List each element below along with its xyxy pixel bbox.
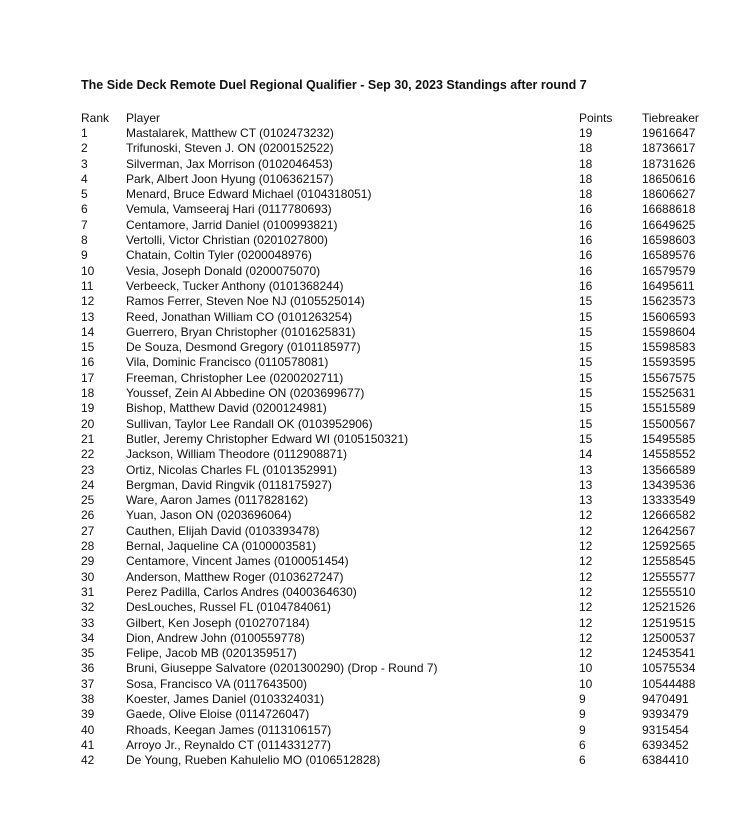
player-cell: Koester, James Daniel (0103324031) (126, 691, 325, 706)
table-row (81, 738, 721, 753)
player-cell: Cauthen, Elijah David (0103393478) (126, 523, 320, 538)
player-cell: Youssef, Zein Al Abbedine ON (0203699677) (126, 386, 365, 401)
points-cell: 6 (579, 737, 586, 752)
player-cell: Rhoads, Keegan James (0113106157) (126, 722, 332, 737)
player-cell: Vertolli, Victor Christian (0201027800) (126, 233, 328, 248)
tiebreaker-cell: 9315454 (642, 722, 689, 737)
rank-cell: 18 (81, 386, 95, 401)
rank-cell: 17 (81, 370, 95, 385)
points-cell: 15 (579, 401, 593, 416)
tiebreaker-cell: 16649625 (642, 217, 696, 232)
points-cell: 12 (579, 646, 593, 661)
player-cell: Guerrero, Bryan Christopher (0101625831) (126, 324, 356, 339)
table-row (81, 463, 721, 478)
rank-cell: 30 (81, 569, 95, 584)
tiebreaker-cell: 6384410 (642, 753, 689, 768)
points-cell: 18 (579, 187, 593, 202)
points-cell: 16 (579, 248, 593, 263)
rank-cell: 28 (81, 539, 95, 554)
points-cell: 12 (579, 584, 593, 599)
player-cell: Reed, Jonathan William CO (0101263254) (126, 309, 353, 324)
player-cell: Bergman, David Ringvik (0118175927) (126, 477, 332, 492)
table-row (81, 677, 721, 692)
points-cell: 12 (579, 508, 593, 523)
table-row (81, 172, 721, 187)
table-row (81, 570, 721, 585)
player-cell: Trifunoski, Steven J. ON (0200152522) (126, 141, 334, 156)
points-cell: 15 (579, 340, 593, 355)
points-cell: 18 (579, 141, 593, 156)
rank-cell: 32 (81, 600, 95, 615)
rank-cell: 9 (81, 248, 88, 263)
points-cell: 14 (579, 447, 593, 462)
table-body (81, 126, 721, 768)
table-row (81, 371, 721, 386)
tiebreaker-cell: 18736617 (642, 141, 696, 156)
tiebreaker-cell: 12555577 (642, 569, 696, 584)
player-cell: Vesia, Joseph Donald (0200075070) (126, 263, 321, 278)
player-cell: Vemula, Vamseeraj Hari (0117780693) (126, 202, 332, 217)
column-header-tiebreaker: Tiebreaker (642, 111, 699, 125)
player-cell: Menard, Bruce Edward Michael (0104318051) (126, 187, 372, 202)
player-cell: Vila, Dominic Francisco (0110578081) (126, 355, 329, 370)
player-cell: Felipe, Jacob MB (0201359517) (126, 646, 297, 661)
player-cell: Sullivan, Taylor Lee Randall OK (0103952906) (126, 416, 373, 431)
tiebreaker-cell: 18650616 (642, 171, 696, 186)
rank-cell: 37 (81, 676, 95, 691)
points-cell: 12 (579, 539, 593, 554)
player-cell: Centamore, Vincent James (0100051454) (126, 554, 349, 569)
points-cell: 15 (579, 324, 593, 339)
rank-cell: 22 (81, 447, 95, 462)
table-row (81, 539, 721, 554)
points-cell: 15 (579, 294, 593, 309)
table-row (81, 753, 721, 768)
table-row (81, 585, 721, 600)
tiebreaker-cell: 15598604 (642, 324, 696, 339)
player-cell: De Souza, Desmond Gregory (0101185977) (126, 340, 361, 355)
player-cell: DesLouches, Russel FL (0104784061) (126, 600, 332, 615)
player-cell: Freeman, Christopher Lee (0200202711) (126, 370, 344, 385)
points-cell: 15 (579, 386, 593, 401)
table-row (81, 233, 721, 248)
points-cell: 16 (579, 278, 593, 293)
table-row (81, 310, 721, 325)
table-row (81, 294, 721, 309)
rank-cell: 25 (81, 493, 95, 508)
table-row (81, 187, 721, 202)
tiebreaker-cell: 10575534 (642, 661, 696, 676)
rank-cell: 7 (81, 217, 88, 232)
column-header-points: Points (579, 111, 613, 125)
table-row (81, 417, 721, 432)
tiebreaker-cell: 16589576 (642, 248, 696, 263)
player-cell: Dion, Andrew John (0100559778) (126, 630, 305, 645)
player-cell: De Young, Rueben Kahulelio MO (0106512828) (126, 753, 381, 768)
table-row (81, 692, 721, 707)
player-cell: Anderson, Matthew Roger (0103627247) (126, 569, 344, 584)
rank-cell: 8 (81, 233, 88, 248)
points-cell: 12 (579, 554, 593, 569)
player-cell: Bernal, Jaqueline CA (0100003581) (126, 539, 317, 554)
table-row (81, 493, 721, 508)
table-row (81, 126, 721, 141)
player-cell: Jackson, William Theodore (0112908871) (126, 447, 348, 462)
rank-cell: 14 (81, 324, 95, 339)
table-row (81, 141, 721, 156)
table-row (81, 218, 721, 233)
tiebreaker-cell: 10544488 (642, 676, 696, 691)
rank-cell: 29 (81, 554, 95, 569)
tiebreaker-cell: 12558545 (642, 554, 696, 569)
rank-cell: 10 (81, 263, 95, 278)
tiebreaker-cell: 15623573 (642, 294, 696, 309)
tiebreaker-cell: 12642567 (642, 523, 696, 538)
table-row (81, 264, 721, 279)
table-row (81, 616, 721, 631)
tiebreaker-cell: 16598603 (642, 233, 696, 248)
points-cell: 18 (579, 156, 593, 171)
table-row (81, 340, 721, 355)
rank-cell: 35 (81, 646, 95, 661)
player-cell: Sosa, Francisco VA (0117643500) (126, 676, 307, 691)
player-cell: Gaede, Olive Eloise (0114726047) (126, 707, 310, 722)
points-cell: 12 (579, 630, 593, 645)
player-cell: Arroyo Jr., Reynaldo CT (0114331277) (126, 737, 332, 752)
points-cell: 18 (579, 171, 593, 186)
rank-cell: 23 (81, 462, 95, 477)
tiebreaker-cell: 16579579 (642, 263, 696, 278)
player-cell: Yuan, Jason ON (0203696064) (126, 508, 292, 523)
rank-cell: 3 (81, 156, 88, 171)
tiebreaker-cell: 15593595 (642, 355, 696, 370)
rank-cell: 41 (81, 737, 95, 752)
player-cell: Ware, Aaron James (0117828162) (126, 493, 309, 508)
table-row (81, 157, 721, 172)
standings-table (81, 110, 721, 768)
points-cell: 13 (579, 477, 593, 492)
tiebreaker-cell: 12666582 (642, 508, 696, 523)
table-row (81, 478, 721, 493)
tiebreaker-cell: 12555510 (642, 584, 696, 599)
points-cell: 16 (579, 233, 593, 248)
tiebreaker-cell: 12519515 (642, 615, 696, 630)
tiebreaker-cell: 13439536 (642, 477, 696, 492)
points-cell: 9 (579, 722, 586, 737)
table-row (81, 707, 721, 722)
rank-cell: 26 (81, 508, 95, 523)
points-cell: 15 (579, 309, 593, 324)
points-cell: 13 (579, 493, 593, 508)
tiebreaker-cell: 18731626 (642, 156, 696, 171)
tiebreaker-cell: 12592565 (642, 539, 696, 554)
tiebreaker-cell: 15598583 (642, 340, 696, 355)
player-cell: Bruni, Giuseppe Salvatore (0201300290) (Drop - Round 7) (126, 661, 438, 676)
rank-cell: 13 (81, 309, 95, 324)
tiebreaker-cell: 14558552 (642, 447, 696, 462)
rank-cell: 6 (81, 202, 88, 217)
player-cell: Ramos Ferrer, Steven Noe NJ (0105525014) (126, 294, 365, 309)
column-header-player: Player (126, 111, 161, 125)
tiebreaker-cell: 19616647 (642, 126, 696, 140)
points-cell: 10 (579, 676, 593, 691)
points-cell: 12 (579, 600, 593, 615)
table-row (81, 355, 721, 370)
rank-cell: 31 (81, 584, 95, 599)
rank-cell: 16 (81, 355, 95, 370)
tiebreaker-cell: 15567575 (642, 370, 696, 385)
player-cell: Verbeeck, Tucker Anthony (0101368244) (126, 278, 344, 293)
rank-cell: 33 (81, 615, 95, 630)
player-cell: Gilbert, Ken Joseph (0102707184) (126, 615, 310, 630)
player-cell: Centamore, Jarrid Daniel (0100993821) (126, 217, 338, 232)
points-cell: 6 (579, 753, 586, 768)
player-cell: Park, Albert Joon Hyung (0106362157) (126, 171, 334, 186)
rank-cell: 39 (81, 707, 95, 722)
tiebreaker-cell: 9393479 (642, 707, 689, 722)
rank-cell: 24 (81, 477, 95, 492)
tiebreaker-cell: 6393452 (642, 737, 689, 752)
rank-cell: 40 (81, 722, 95, 737)
rank-cell: 42 (81, 753, 95, 768)
tiebreaker-cell: 15495585 (642, 431, 696, 446)
points-cell: 19 (579, 126, 593, 140)
points-cell: 12 (579, 523, 593, 538)
table-row (81, 524, 721, 539)
rank-cell: 36 (81, 661, 95, 676)
points-cell: 15 (579, 431, 593, 446)
rank-cell: 4 (81, 171, 88, 186)
points-cell: 15 (579, 370, 593, 385)
tiebreaker-cell: 15515589 (642, 401, 696, 416)
table-row (81, 447, 721, 462)
tiebreaker-cell: 12500537 (642, 630, 696, 645)
points-cell: 16 (579, 217, 593, 232)
rank-cell: 15 (81, 340, 95, 355)
tiebreaker-cell: 13333549 (642, 493, 696, 508)
player-cell: Chatain, Coltin Tyler (0200048976) (126, 248, 312, 263)
tiebreaker-cell: 16495611 (642, 278, 695, 293)
tiebreaker-cell: 9470491 (642, 691, 689, 706)
table-row (81, 401, 721, 416)
points-cell: 12 (579, 569, 593, 584)
table-row (81, 723, 721, 738)
page-title: The Side Deck Remote Duel Regional Qualifier - Sep 30, 2023 Standings after round 7 (81, 78, 587, 92)
table-row (81, 386, 721, 401)
points-cell: 13 (579, 462, 593, 477)
rank-cell: 11 (81, 278, 94, 293)
table-row (81, 508, 721, 523)
table-row (81, 646, 721, 661)
table-row (81, 279, 721, 294)
tiebreaker-cell: 15500567 (642, 416, 696, 431)
table-row (81, 202, 721, 217)
rank-cell: 5 (81, 187, 88, 202)
table-row (81, 325, 721, 340)
table-row (81, 600, 721, 615)
rank-cell: 1 (81, 126, 88, 140)
points-cell: 16 (579, 202, 593, 217)
points-cell: 16 (579, 263, 593, 278)
points-cell: 12 (579, 615, 593, 630)
tiebreaker-cell: 13566589 (642, 462, 696, 477)
table-row (81, 554, 721, 569)
rank-cell: 2 (81, 141, 88, 156)
rank-cell: 38 (81, 691, 95, 706)
points-cell: 9 (579, 707, 586, 722)
points-cell: 10 (579, 661, 593, 676)
tiebreaker-cell: 15606593 (642, 309, 696, 324)
tiebreaker-cell: 16688618 (642, 202, 696, 217)
table-header (81, 110, 721, 126)
player-cell: Ortiz, Nicolas Charles FL (0101352991) (126, 462, 337, 477)
points-cell: 15 (579, 416, 593, 431)
player-cell: Perez Padilla, Carlos Andres (0400364630) (126, 584, 357, 599)
column-header-rank: Rank (81, 111, 110, 125)
table-row (81, 432, 721, 447)
rank-cell: 21 (81, 431, 95, 446)
rank-cell: 27 (81, 523, 95, 538)
player-cell: Mastalarek, Matthew CT (0102473232) (126, 126, 334, 140)
tiebreaker-cell: 12453541 (642, 646, 696, 661)
tiebreaker-cell: 15525631 (642, 386, 696, 401)
rank-cell: 12 (81, 294, 95, 309)
rank-cell: 20 (81, 416, 95, 431)
player-cell: Butler, Jeremy Christopher Edward WI (0105150321) (126, 431, 409, 446)
points-cell: 15 (579, 355, 593, 370)
player-cell: Bishop, Matthew David (0200124981) (126, 401, 327, 416)
table-row (81, 631, 721, 646)
table-row (81, 248, 721, 263)
rank-cell: 19 (81, 401, 95, 416)
rank-cell: 34 (81, 630, 95, 645)
points-cell: 9 (579, 691, 586, 706)
table-row (81, 661, 721, 676)
tiebreaker-cell: 12521526 (642, 600, 696, 615)
player-cell: Silverman, Jax Morrison (0102046453) (126, 156, 333, 171)
tiebreaker-cell: 18606627 (642, 187, 696, 202)
